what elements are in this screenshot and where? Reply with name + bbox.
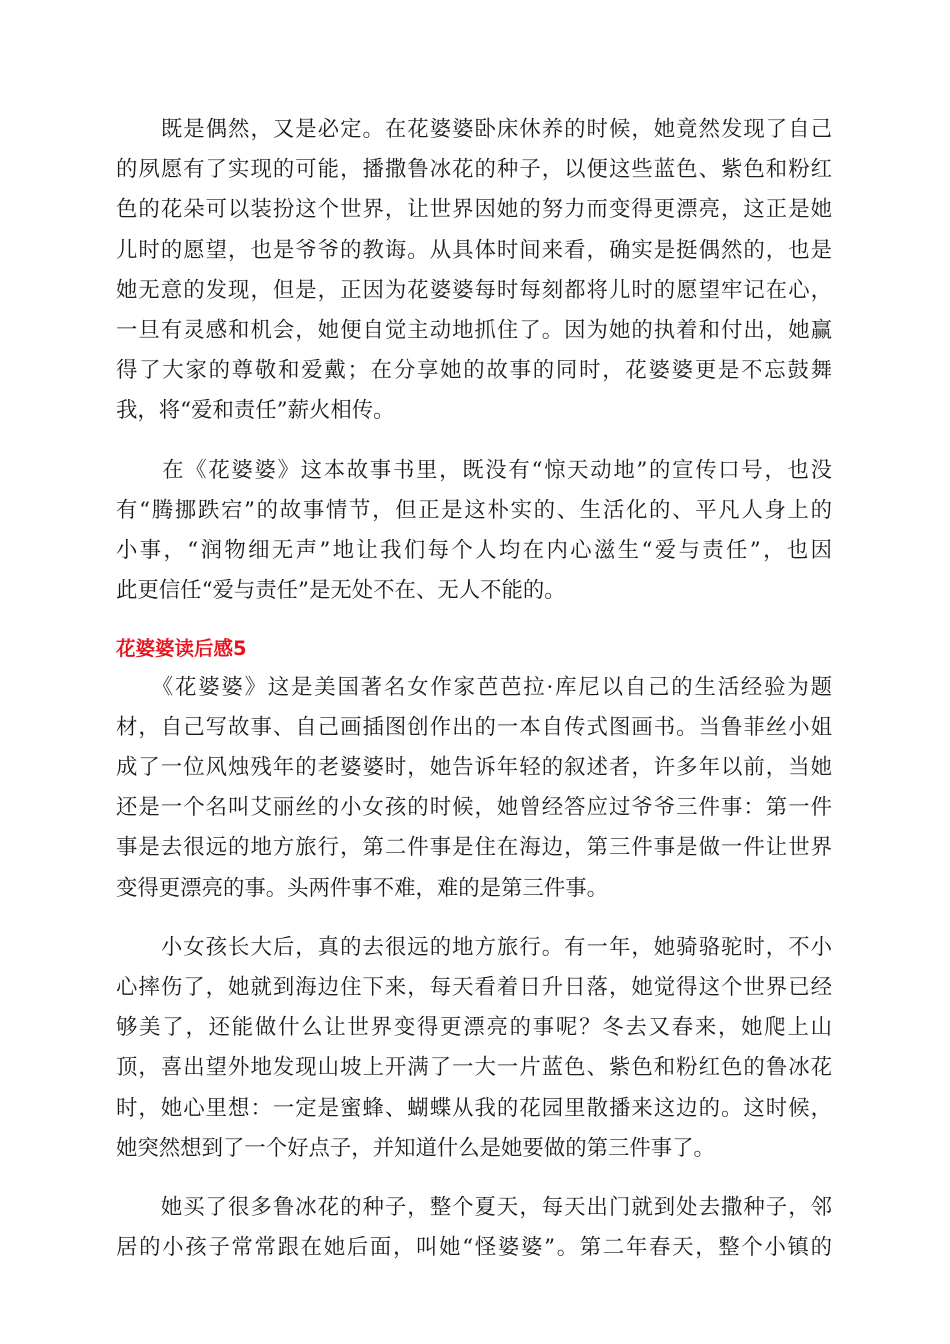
text-line: 她突然想到了一个好点子，并知道什么是她要做的第三件事了。 [116,1135,715,1161]
text-line: 变得更漂亮的事。头两件事不难，难的是第三件事。 [116,875,608,901]
text-line: 的夙愿有了实现的可能，播撒鲁冰花的种子，以便这些蓝色、紫色和粉红 [116,157,832,183]
text-line: 小事，“润物细无声”地让我们每个人均在内心滋生“爱与责任”，也因 [116,538,832,564]
text-line: 得了大家的尊敬和爱戴；在分享她的故事的同时，花婆婆更是不忘鼓舞 [116,358,832,384]
text-line: 有“腾挪跌宕”的故事情节，但正是这朴实的、生活化的、平凡人身上的 [116,497,832,523]
section-heading: 花婆婆读后感5 [116,637,247,661]
text-line: 事是去很远的地方旅行，第二件事是住在海边，第三件事是做一件让世界 [116,835,832,861]
text-line: 既是偶然，又是必定。在花婆婆卧床休养的时候，她竟然发现了自己 [116,117,832,142]
text-line: 顶，喜出望外地发现山坡上开满了一大一片蓝色、紫色和粉红色的鲁冰花 [116,1055,832,1081]
text-line: 在《花婆婆》这本故事书里，既没有“惊天动地”的宣传口号，也没 [116,457,832,483]
text-line: 此更信任“爱与责任”是无处不在、无人不能的。 [116,578,566,604]
text-line: 一旦有灵感和机会，她便自觉主动地抓住了。因为她的执着和付出，她赢 [116,318,832,344]
text-line: 她买了很多鲁冰花的种子，整个夏天，每天出门就到处去撒种子，邻 [116,1195,832,1221]
text-line: 居的小孩子常常跟在她后面，叫她“怪婆婆”。第二年春天，整个小镇的 [116,1235,832,1261]
text-line: 她无意的发现，但是，正因为花婆婆每时每刻都将儿时的愿望牢记在心， [116,277,832,303]
paragraph-5 [116,1188,832,1268]
text-line: 还是一个名叫艾丽丝的小女孩的时候，她曾经答应过爷爷三件事：第一件 [116,795,832,821]
text-line: 《花婆婆》这是美国著名女作家芭芭拉·库尼以自己的生活经验为题 [116,674,832,700]
document-body [116,110,832,1268]
text-line: 我，将“爱和责任”薪火相传。 [116,398,395,424]
text-line: 心摔伤了，她就到海边住下来，每天看着日升日落，她觉得这个世界已经 [116,975,832,1001]
text-line: 时，她心里想：一定是蜜蜂、蝴蝶从我的花园里散播来这边的。这时候， [116,1095,832,1121]
text-line: 够美了，还能做什么让世界变得更漂亮的事呢？冬去又春来，她爬上山 [116,1015,832,1041]
paragraph-4 [116,928,832,1169]
text-line: 成了一位风烛残年的老婆婆时，她告诉年轻的叙述者，许多年以前，当她 [116,755,832,781]
paragraph-3 [116,668,832,909]
text-line: 儿时的愿望，也是爷爷的教诲。从具体时间来看，确实是挺偶然的，也是 [116,237,832,263]
text-line: 小女孩长大后，真的去很远的地方旅行。有一年，她骑骆驼时，不小 [116,934,832,960]
paragraph-2 [116,451,832,612]
paragraph-1 [116,110,832,432]
text-line: 材，自己写故事、自己画插图创作出的一本自传式图画书。当鲁菲丝小姐 [116,714,832,740]
text-line: 色的花朵可以装扮这个世界，让世界因她的努力而变得更漂亮，这正是她 [116,197,832,223]
